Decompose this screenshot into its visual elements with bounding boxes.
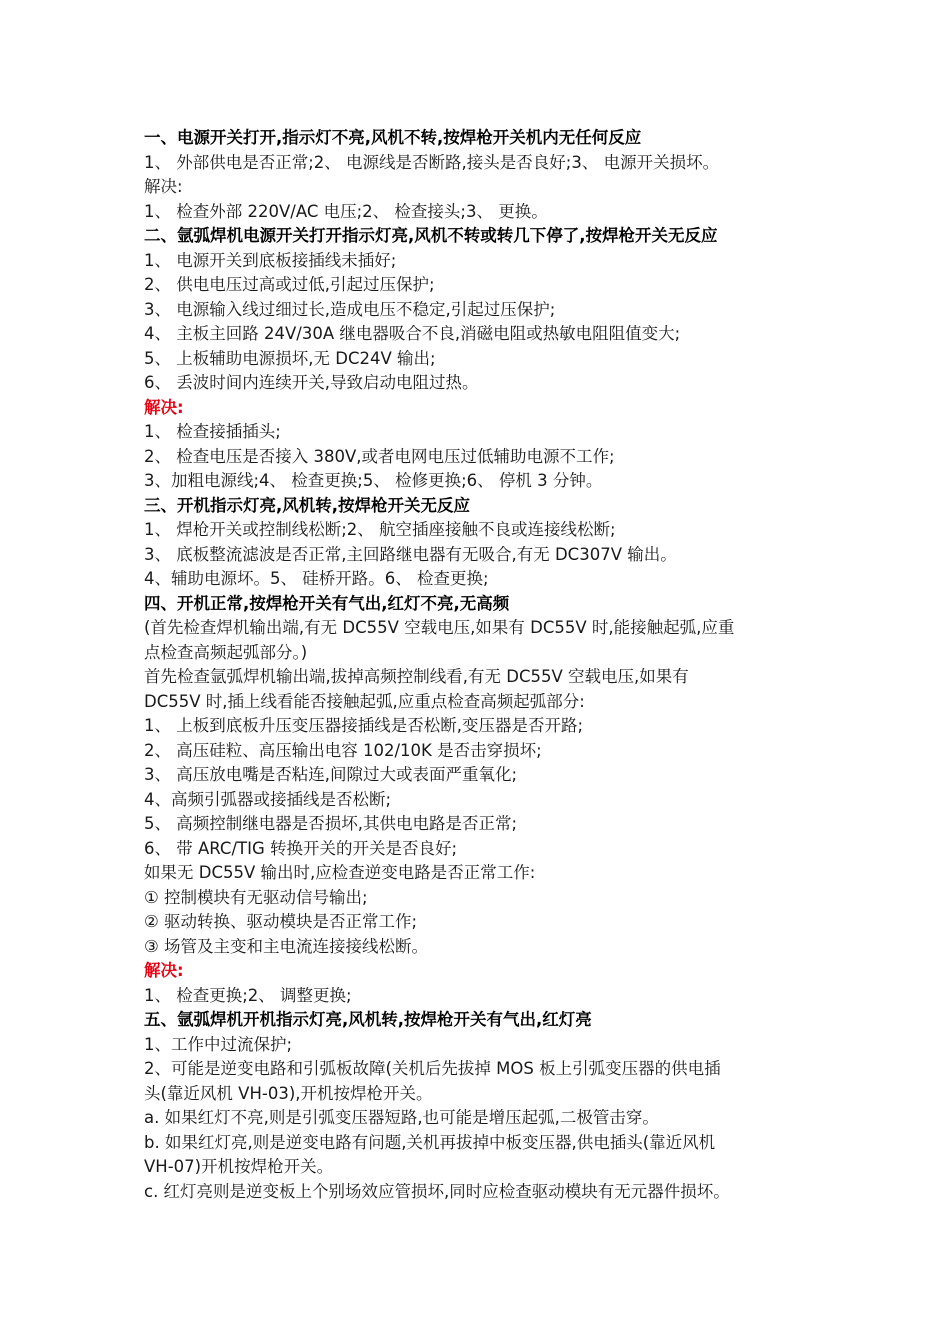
text-line: 头(靠近风机 VH-03),开机按焊枪开关。 <box>144 1083 433 1103</box>
section-heading: 三、开机指示灯亮,风机转,按焊枪开关无反应 <box>144 495 471 515</box>
text-line: b. 如果红灯亮,则是逆变电路有问题,关机再拔掉中板变压器,供电插头(靠近风机 <box>144 1132 716 1152</box>
text-line: ② 驱动转换、驱动模块是否正常工作; <box>144 912 418 931</box>
text-line: DC55V 时,插上线看能否接触起弧,应重点检查高频起弧部分: <box>144 691 585 711</box>
section-heading: 五、氩弧焊机开机指示灯亮,风机转,按焊枪开关有气出,红灯亮 <box>144 1010 592 1029</box>
text-line: 5、 高频控制继电器是否损坏,其供电电路是否正常; <box>144 814 518 833</box>
text-line: 1、 焊枪开关或控制线松断;2、 航空插座接触不良或连接线松断; <box>144 520 616 539</box>
text-line: 1、 上板到底板升压变压器接插线是否松断,变压器是否开路; <box>144 716 584 735</box>
text-line: 2、可能是逆变电路和引弧板故障(关机后先拔掉 MOS 板上引弧变压器的供电插 <box>144 1059 721 1078</box>
text-line: 5、 上板辅助电源损坏,无 DC24V 输出; <box>144 348 436 368</box>
section-heading: 四、开机正常,按焊枪开关有气出,红灯不亮,无高频 <box>144 593 510 613</box>
document-page <box>144 126 824 1204</box>
section-3 <box>144 494 824 592</box>
section-heading: 一、电源开关打开,指示灯不亮,风机不转,按焊枪开关机内无任何反应 <box>144 128 642 147</box>
text-line: 1、 检查外部 220V/AC 电压;2、 检查接头;3、 更换。 <box>144 201 548 221</box>
text-line: 如果无 DC55V 输出时,应检查逆变电路是否正常工作: <box>144 863 536 882</box>
text-line: 1、 电源开关到底板接插线未插好; <box>144 250 397 270</box>
text-line: 6、 带 ARC/TIG 转换开关的开关是否良好; <box>144 838 458 858</box>
solution-label: 解决: <box>144 961 184 980</box>
text-line: 3、 电源输入线过细过长,造成电压不稳定,引起过压保护; <box>144 299 556 319</box>
solution-label: 解决: <box>144 177 183 196</box>
text-line: ① 控制模块有无驱动信号输出; <box>144 887 368 907</box>
text-line: 6、 丢波时间内连续开关,导致启动电阻过热。 <box>144 373 479 392</box>
section-heading: 二、氩弧焊机电源开关打开指示灯亮,风机不转或转几下停了,按焊枪开关无反应 <box>144 226 718 245</box>
text-line: c. 红灯亮则是逆变板上个别场效应管损坏,同时应检查驱动模块有无元器件损坏。 <box>144 1181 730 1201</box>
section-4 <box>144 592 824 1009</box>
text-line: 1、 外部供电是否正常;2、 电源线是否断路,接头是否良好;3、 电源开关损坏。 <box>144 152 720 172</box>
section-5 <box>144 1008 824 1204</box>
text-line: 1、 检查更换;2、 调整更换; <box>144 985 352 1005</box>
text-line: (首先检查焊机输出端,有无 DC55V 空载电压,如果有 DC55V 时,能接触起弧,应重 <box>144 618 735 637</box>
text-line: 3、加粗电源线;4、 检查更换;5、 检修更换;6、 停机 3 分钟。 <box>144 471 603 490</box>
text-line: 3、 底板整流滤波是否正常,主回路继电器有无吸合,有无 DC307V 输出。 <box>144 544 677 564</box>
text-line: 2、 高压硅粒、高压输出电容 102/10K 是否击穿损坏; <box>144 740 542 760</box>
text-line: 3、 高压放电嘴是否粘连,间隙过大或表面严重氧化; <box>144 765 518 784</box>
text-line: 2、 供电电压过高或过低,引起过压保护; <box>144 275 435 294</box>
text-line: 2、 检查电压是否接入 380V,或者电网电压过低辅助电源不工作; <box>144 446 615 466</box>
section-2 <box>144 224 824 494</box>
text-line: 首先检查氩弧焊机输出端,拔掉高频控制线看,有无 DC55V 空载电压,如果有 <box>144 667 689 686</box>
text-line: 点检查高频起弧部分。) <box>144 642 308 662</box>
text-line: ③ 场管及主变和主电流连接接线松断。 <box>144 936 429 956</box>
text-line: a. 如果红灯不亮,则是引弧变压器短路,也可能是增压起弧,二极管击穿。 <box>144 1108 659 1127</box>
text-line: 1、 检查接插插头; <box>144 422 281 441</box>
text-line: 1、工作中过流保护; <box>144 1034 293 1054</box>
text-line: 4、高频引弧器或接插线是否松断; <box>144 789 392 809</box>
section-1 <box>144 126 824 224</box>
text-line: 4、辅助电源坏。5、 硅桥开路。6、 检查更换; <box>144 569 489 588</box>
solution-label: 解决: <box>144 397 184 417</box>
text-line: 4、 主板主回路 24V/30A 继电器吸合不良,消磁电阻或热敏电阻阻值变大; <box>144 324 681 343</box>
text-line: VH-07)开机按焊枪开关。 <box>144 1157 334 1176</box>
